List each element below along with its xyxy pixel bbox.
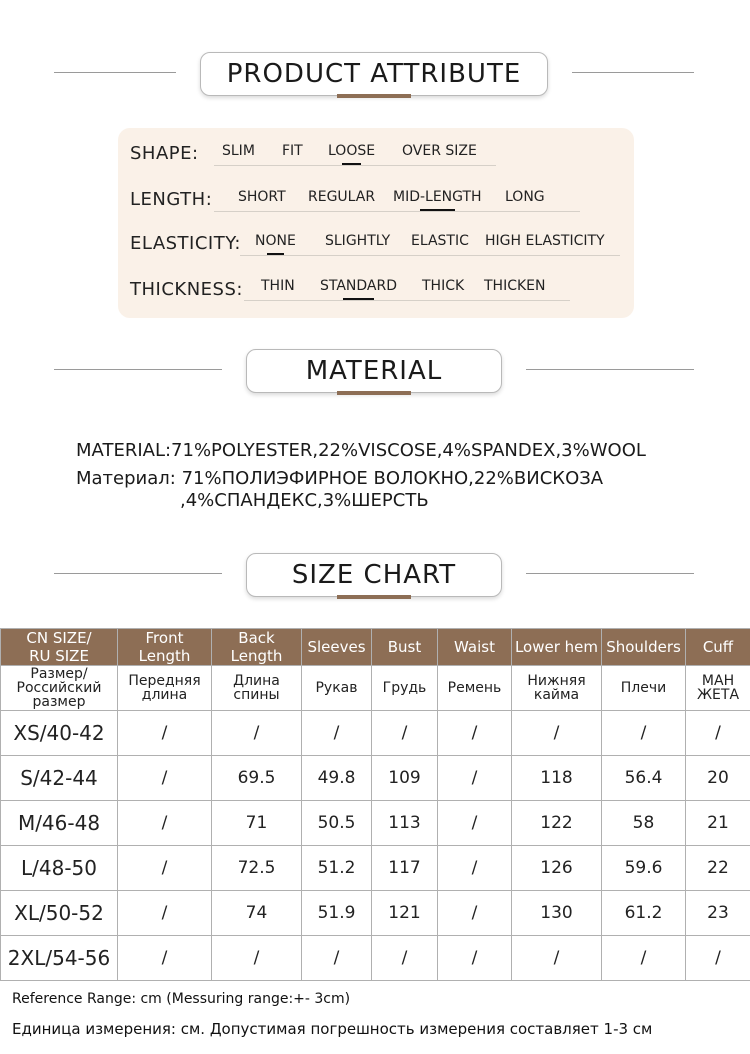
reference-range-note-ru: Единица измерения: см. Допустимая погрешность измерения составляет 1-3 см xyxy=(12,1020,653,1038)
table-cell: 58 xyxy=(602,801,686,846)
table-row xyxy=(1,801,750,846)
table-cell: Плечи xyxy=(602,666,686,711)
attribute-label: SHAPE: xyxy=(130,143,199,164)
table-cell: 118 xyxy=(512,756,602,801)
material-ru xyxy=(76,468,603,489)
title-accent-bar xyxy=(337,391,411,395)
attribute-options xyxy=(214,143,496,166)
attribute-option-selected: MID-LENGTH xyxy=(393,189,482,205)
table-cell: Нижняя кайма xyxy=(512,666,602,711)
material-title-text: MATERIAL xyxy=(305,356,443,386)
table-cell: Bust xyxy=(372,629,438,666)
table-cell: / xyxy=(686,711,750,756)
title-accent-bar xyxy=(337,595,411,599)
table-cell: / xyxy=(372,936,438,981)
attribute-option: ELASTIC xyxy=(411,233,469,249)
table-cell: / xyxy=(438,756,512,801)
divider-right xyxy=(526,369,694,370)
table-cell: Waist xyxy=(438,629,512,666)
table-cell: Lower hem xyxy=(512,629,602,666)
table-cell: 51.9 xyxy=(302,891,372,936)
attribute-option: SLIM xyxy=(222,143,255,159)
table-cell: / xyxy=(118,711,212,756)
attribute-option: SHORT xyxy=(238,189,286,205)
size-table-body xyxy=(1,629,750,981)
attribute-option: SLIGHTLY xyxy=(325,233,391,249)
table-cell: / xyxy=(302,936,372,981)
table-cell: 121 xyxy=(372,891,438,936)
table-cell: / xyxy=(438,936,512,981)
table-cell: Длина спины xyxy=(212,666,302,711)
attribute-option: THICKEN xyxy=(484,278,546,294)
material-en xyxy=(76,440,646,461)
attribute-label: THICKNESS: xyxy=(130,279,243,300)
table-cell: 109 xyxy=(372,756,438,801)
attribute-option: THICK xyxy=(422,278,465,294)
table-row xyxy=(1,711,750,756)
table-cell: / xyxy=(372,711,438,756)
table-cell: / xyxy=(512,936,602,981)
table-cell: 22 xyxy=(686,846,750,891)
attribute-option: LONG xyxy=(505,189,545,205)
product-attribute-title-text: PRODUCT ATTRIBUTE xyxy=(226,59,522,89)
table-cell: Cuff xyxy=(686,629,750,666)
attribute-option-selected: LOOSE xyxy=(328,143,376,159)
divider-left xyxy=(54,369,222,370)
size-cell: 2XL/54-56 xyxy=(1,936,118,981)
size-cell: CN SIZE/ RU SIZE xyxy=(1,629,118,666)
size-cell: M/46-48 xyxy=(1,801,118,846)
table-cell: 59.6 xyxy=(602,846,686,891)
table-cell: 20 xyxy=(686,756,750,801)
size-cell: L/48-50 xyxy=(1,846,118,891)
attribute-label: LENGTH: xyxy=(130,189,213,210)
table-cell: 50.5 xyxy=(302,801,372,846)
table-cell: / xyxy=(512,711,602,756)
table-cell: / xyxy=(438,711,512,756)
size-cell: Размер/ Российский размер xyxy=(1,666,118,711)
table-cell: 69.5 xyxy=(212,756,302,801)
table-cell: 71 xyxy=(212,801,302,846)
table-row xyxy=(1,846,750,891)
table-cell: Передняя длина xyxy=(118,666,212,711)
size-cell: XL/50-52 xyxy=(1,891,118,936)
table-cell: / xyxy=(302,711,372,756)
attribute-label: ELASTICITY: xyxy=(130,233,241,254)
attribute-option: REGULAR xyxy=(308,189,376,205)
table-cell: / xyxy=(438,801,512,846)
table-cell: 23 xyxy=(686,891,750,936)
table-cell: 122 xyxy=(512,801,602,846)
divider-left xyxy=(54,573,222,574)
table-cell: / xyxy=(602,711,686,756)
table-cell: Рукав xyxy=(302,666,372,711)
table-cell: / xyxy=(118,891,212,936)
table-cell: МАН ЖЕТА xyxy=(686,666,750,711)
table-cell: 126 xyxy=(512,846,602,891)
table-cell: 113 xyxy=(372,801,438,846)
table-cell: 117 xyxy=(372,846,438,891)
table-cell: / xyxy=(118,756,212,801)
size-cell: XS/40-42 xyxy=(1,711,118,756)
attribute-option: FIT xyxy=(282,143,303,159)
table-cell: Ремень xyxy=(438,666,512,711)
table-cell: / xyxy=(686,936,750,981)
divider-right xyxy=(572,72,694,73)
table-cell: Back Length xyxy=(212,629,302,666)
material-en-value: 71%POLYESTER,22%VISCOSE,4%SPANDEX,3%WOOL xyxy=(171,440,646,461)
attribute-option-selected: STANDARD xyxy=(320,278,398,294)
table-row xyxy=(1,936,750,981)
table-row xyxy=(1,756,750,801)
product-attribute-title xyxy=(200,52,548,96)
material-ru-label: Материал: xyxy=(76,468,176,489)
attribute-options xyxy=(214,189,580,212)
material-ru-continued: ,4%СПАНДЕКС,3%ШЕРСТЬ xyxy=(180,490,429,511)
table-cell: / xyxy=(602,936,686,981)
table-header-row xyxy=(1,629,750,666)
title-accent-bar xyxy=(337,94,411,98)
table-cell: 56.4 xyxy=(602,756,686,801)
table-cell: / xyxy=(212,711,302,756)
table-cell: Грудь xyxy=(372,666,438,711)
attribute-option: THIN xyxy=(261,278,295,294)
material-en-label: MATERIAL: xyxy=(76,440,172,461)
attribute-option: OVER SIZE xyxy=(402,143,477,159)
size-cell: S/42-44 xyxy=(1,756,118,801)
size-chart-title xyxy=(246,553,502,597)
table-row xyxy=(1,891,750,936)
table-cell: 72.5 xyxy=(212,846,302,891)
attribute-option-selected: NONE xyxy=(255,233,296,249)
divider-right xyxy=(526,573,694,574)
size-table xyxy=(0,628,750,981)
attribute-option: HIGH ELASTICITY xyxy=(485,233,605,249)
table-cell: Shoulders xyxy=(602,629,686,666)
divider-left xyxy=(54,72,176,73)
size-chart-title-text: SIZE CHART xyxy=(291,560,457,590)
table-cell: / xyxy=(118,801,212,846)
table-cell: / xyxy=(438,891,512,936)
reference-range-note: Reference Range: cm (Messuring range:+- 3cm) xyxy=(12,991,351,1007)
table-cell: 130 xyxy=(512,891,602,936)
table-cell: / xyxy=(212,936,302,981)
table-cell: Sleeves xyxy=(302,629,372,666)
attribute-options xyxy=(244,278,570,301)
table-cell: 49.8 xyxy=(302,756,372,801)
table-cell: / xyxy=(118,846,212,891)
material-ru-value: 71%ПОЛИЭФИРНОЕ ВОЛОКНО,22%ВИСКОЗА xyxy=(181,468,604,489)
table-cell: 51.2 xyxy=(302,846,372,891)
table-cell: 21 xyxy=(686,801,750,846)
material-title xyxy=(246,349,502,393)
table-cell: 61.2 xyxy=(602,891,686,936)
table-cell: 74 xyxy=(212,891,302,936)
attribute-options xyxy=(240,233,620,256)
table-cell: / xyxy=(118,936,212,981)
table-header-row-ru xyxy=(1,666,750,711)
table-cell: Front Length xyxy=(118,629,212,666)
table-cell: / xyxy=(438,846,512,891)
